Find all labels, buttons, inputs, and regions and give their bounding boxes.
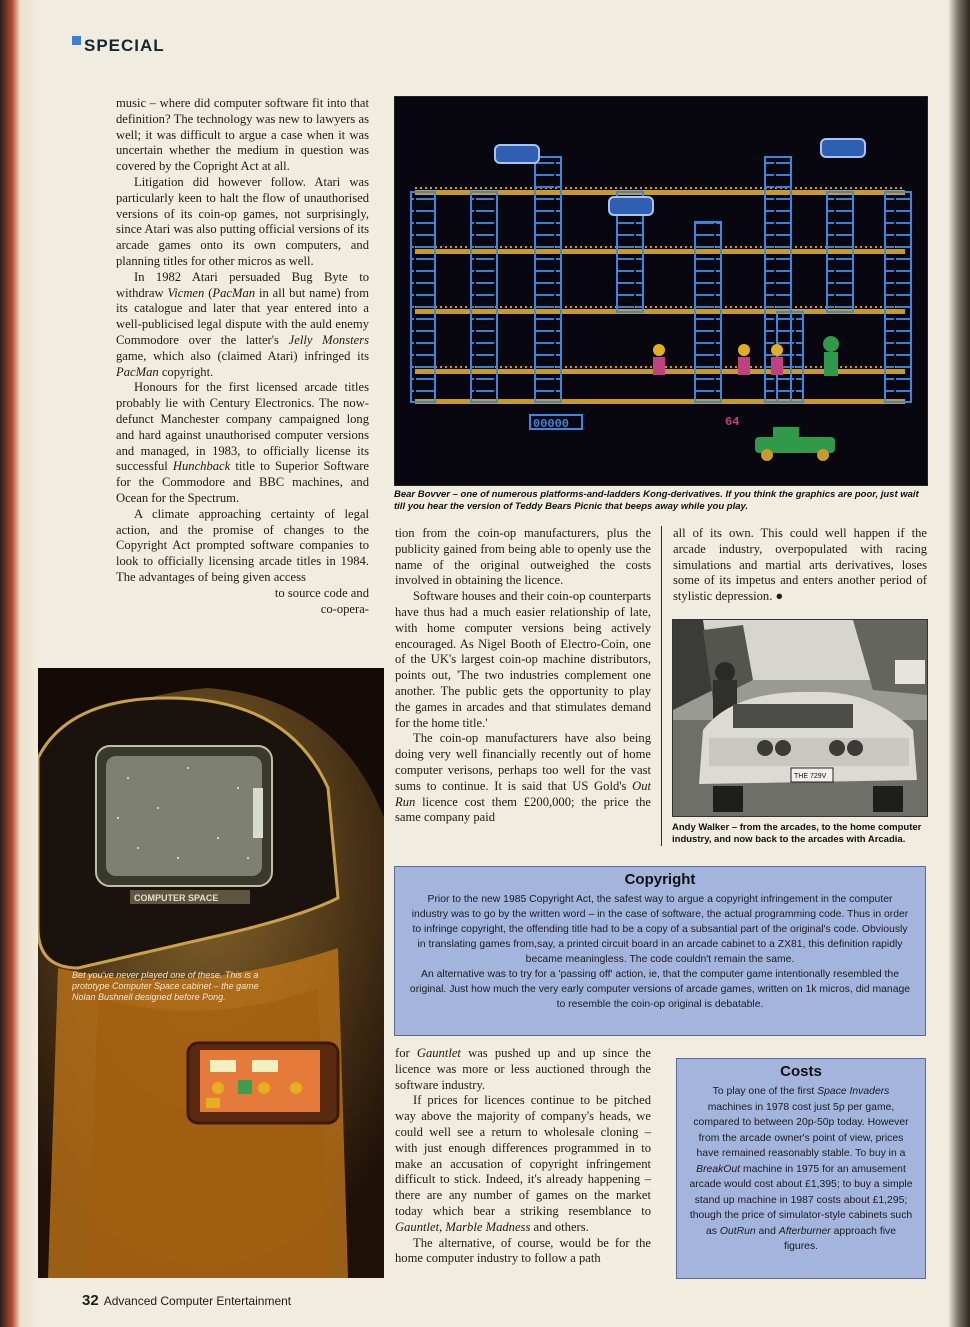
costs-sidebar <box>676 1058 926 1279</box>
middle-bottom-paragraph-1: for Gauntlet was pushed up and up since the licence was more or less auctioned through the software industry. <box>395 1046 651 1092</box>
right-paragraph-1: all of its own. This could well happen if the arcade industry, overpopulated with racing simulations and martial arts derivatives, loses some of its impetus and enters another period of stylistic depression. ● <box>673 526 927 604</box>
copyright-title: Copyright <box>624 871 696 888</box>
car-photo-caption: Andy Walker – from the arcades, to the home computer industry, and now back to the arcades with Arcadia. <box>672 822 922 845</box>
left-paragraph-5-tail-2: co-opera- <box>320 601 369 616</box>
magazine-name: Advanced Computer Entertainment <box>103 1294 292 1308</box>
copyright-paragraph-1: Prior to the new 1985 Copyright Act, the safest way to argue a copyright infringement in the computer industry was to go by the written word – in the case of software, the actual programming code. Thus in order to infringe copyright, the offending title had to be a copy of a subsantial part of the original's code. Obviously in translating games from,say, a printed circuit board in an arcade cabinet to a ZX81, this definition rapidly became meaningless. The code couldn't remain the same. <box>411 894 909 965</box>
copyright-paragraph-2: An alternative was to try for a 'passing off' action, ie, that the computer game intentionally resembled the original. Just how much the very early computer versions of arcade games, written on 1k micros, did manage to resemble the coin-op original is debatable. <box>409 969 911 1010</box>
costs-title: Costs <box>780 1063 822 1080</box>
middle-column <box>395 526 651 826</box>
andy-walker-photo <box>672 619 928 817</box>
section-label: SPECIAL <box>84 36 165 55</box>
middle-bottom-paragraph-3: The alternative, of course, would be for the home computer industry to follow a path <box>395 1235 651 1266</box>
game-screenshot-caption: Bear Bovver – one of numerous platforms-and-ladders Kong-derivatives. If you think the graphics are poor, just wait till you hear the version of Teddy Bears Picnic that beeps away while you play. <box>394 489 919 512</box>
page-binding-edge <box>0 0 38 1327</box>
score-readout: 00000 <box>533 417 570 431</box>
middle-bottom-paragraph-2: If prices for licences continue to be pitched way above the majority of company's heads, we could well see a return to wholesale cloning – with just enough differences programmed in to make an accusation of copyright infringement difficult to stick. Indeed, it's already happening – there are any number of games on the market today which bear a striking resemblance to Gauntlet, Marble Madness and others. <box>395 1093 651 1234</box>
game-screen-graphic <box>395 97 927 485</box>
arcade-photo-caption: Bet you've never played one of these. This is a prototype Computer Space cabinet – the game Nolan Bushnell designed before Pong. <box>72 970 259 1002</box>
copyright-sidebar <box>394 866 926 1036</box>
column-rule <box>661 526 662 846</box>
lives-readout: 64 <box>725 415 740 429</box>
left-paragraph-2: Litigation did however follow. Atari was particularly keen to halt the flow of unauthorised versions of its coin-op games, not surprisingly, since Atari was also putting official versions of its arcade games onto its own computers, and planning titles for other micros as well. <box>116 174 369 268</box>
left-paragraph-5: A climate approaching certainty of legal action, and the promise of changes to the Copyright Act prompted software companies to look to officially licensing arcade titles in 1984. The advantages of being given access <box>116 506 369 584</box>
costs-text: To play one of the first Space Invaders machines in 1978 cost just 5p per game, compared to between 20p-50p today. However from the arcade owner's point of view, prices have remained reasonably stable. To buy in a BreakOut machine in 1975 for an amusement arcade would cost about £1,395; to buy a simple stand up machine in 1987 costs about £1,295; though the price of simulator-style cabinets such as OutRun and Afterburner approach five figures. <box>689 1086 913 1252</box>
left-paragraph-4: Honours for the first licensed arcade titles probably lie with Century Electronics. The now-defunct Manchester company campaigned long and hard against unauthorised computer versions and managed, in 1983, to officially license its successful Hunchback title to Superior Software for the Commodore and BBC machines, and Ocean for the Spectrum. <box>116 380 369 505</box>
middle-column-bottom <box>395 1046 651 1267</box>
cabinet-label: COMPUTER SPACE <box>134 893 219 903</box>
left-paragraph-5-tail-1: to source code and <box>274 585 369 600</box>
section-marker-icon <box>72 36 81 45</box>
bear-bovver-screenshot <box>394 96 928 486</box>
left-column <box>116 96 369 617</box>
right-column <box>673 526 927 605</box>
left-paragraph-1: music – where did computer software fit into that definition? The technology was new to lawyers as well; it was difficult to argue a case when it was uncertain whether the medium in question was covered by the Copright Act at all. <box>116 96 369 174</box>
middle-paragraph-2: Software houses and their coin-op counterparts have thus had a much easier relationship of late, with home computer versions being actively encouraged. As Nigel Booth of Electro-Coin, one of the UK's largest coin-op machine distributors, points out, 'The two industries complement one another. The public gets the opportunity to play the games in arcades and that stimulates demand for the home title.' <box>395 589 651 730</box>
middle-paragraph-3: The coin-op manufacturers have also being doing very well financially recently out of home computer verisons, perhaps too well for the vast sums to continue. It is said that US Gold's Out Run licence cost them £200,000; the price the same company paid <box>395 731 651 825</box>
car-photo-graphic <box>673 620 927 816</box>
section-header <box>72 36 165 56</box>
number-plate: THE 729V <box>794 773 827 780</box>
page-right-edge <box>948 0 970 1327</box>
left-paragraph-3: In 1982 Atari persuaded Bug Byte to withdraw Vicmen (PacMan in all but name) from its catalogue and later that year entered into a well-publicised legal dispute with the auld enemy Commodore over the latter's Jelly Monsters game, which also (claimed Atari) infringed its PacMan copyright. <box>116 269 370 379</box>
page-footer <box>82 1292 291 1309</box>
middle-paragraph-1: tion from the coin-op manufacturers, plus the publicity gained from being able to openly use the name of the original outweighed the costs involved in obtaining the licence. <box>395 526 651 588</box>
page-number: 32 <box>82 1292 99 1309</box>
